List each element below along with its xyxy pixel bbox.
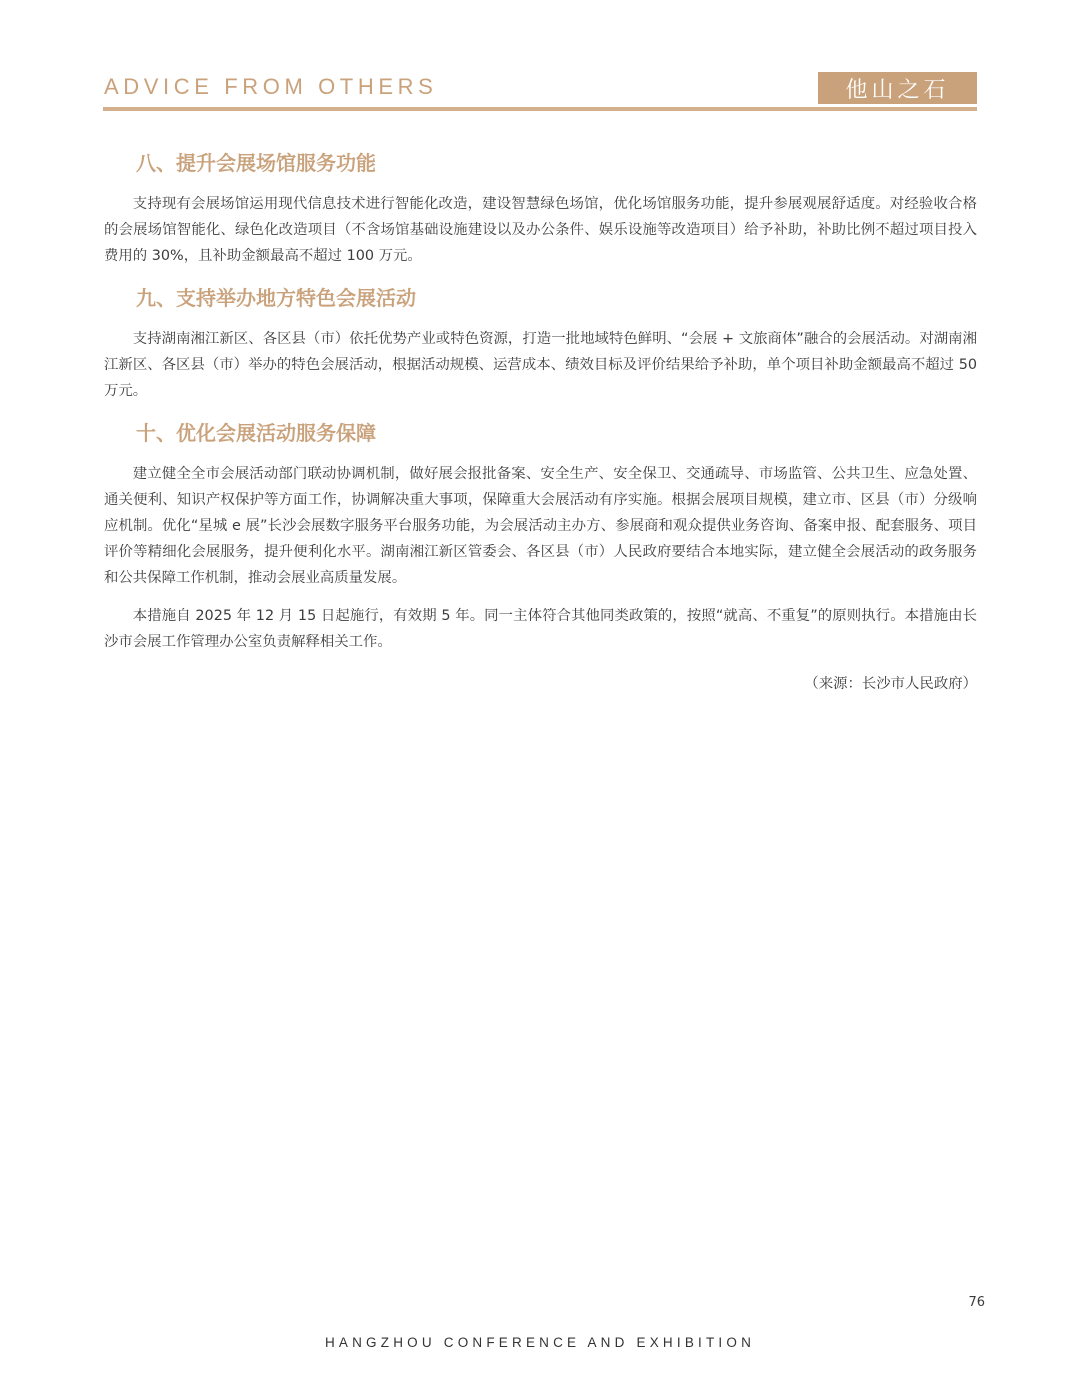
header-divider [103,107,977,111]
section-title-9: 九、支持举办地方特色会展活动 [136,286,416,310]
section-title-8: 八、提升会展场馆服务功能 [136,151,376,175]
section-8-paragraph: 支持现有会展场馆运用现代信息技术进行智能化改造，建设智慧绿色场馆，优化场馆服务功能，提升参展观展舒适度。对经验收合格的会展场馆智能化、绿色化改造项目（不含场馆基础设施建设以及办公条件、娱乐设施等改造项目）给予补助，补助比例不超过项目投入费用的 30%，且补助金额最高不超过 100 万元。 [104,196,977,264]
effective-date-paragraph: 本措施自 2025 年 12 月 15 日起施行，有效期 5 年。同一主体符合其他同类政策的，按照“就高、不重复”的原则执行。本措施由长沙市会展工作管理办公室负责解释相关工作。 [104,608,977,650]
section-10-paragraph: 建立健全全市会展活动部门联动协调机制，做好展会报批备案、安全生产、安全保卫、交通疏导、市场监管、公共卫生、应急处置、通关便利、知识产权保护等方面工作，协调解决重大事项，保障重大会展活动有序实施。根据会展项目规模，建立市、区县（市）分级响应机制。优化“星城 e 展”长沙会展数字服务平台服务功能，为会展活动主办方、参展商和观众提供业务咨询、备案申报、配套服务、项目评价等精细化会展服务，提升便利化水平。湖南湘江新区管委会、各区县（市）人民政府要结合本地实际，建立健全会展活动的政务服务和公共保障工作机制，推动会展业高质量发展。 [104,466,977,586]
column-badge: 他山之石 [818,72,977,104]
page-number: 76 [968,1295,985,1310]
header-english-title: ADVICE FROM OTHERS [104,74,438,99]
article-body [104,148,977,697]
source-attribution: （来源：长沙市人民政府） [804,676,977,692]
section-9-paragraph: 支持湖南湘江新区、各区县（市）依托优势产业或特色资源，打造一批地域特色鲜明、“会展 + 文旅商体”融合的会展活动。对湖南湘江新区、各区县（市）举办的特色会展活动，根据活动规模、运营成本、绩效目标及评价结果给予补助，单个项目补助金额最高不超过 50 万元。 [104,331,977,399]
publication-footer: HANGZHOU CONFERENCE AND EXHIBITION [324,1335,756,1350]
section-title-10: 十、优化会展活动服务保障 [136,421,376,445]
